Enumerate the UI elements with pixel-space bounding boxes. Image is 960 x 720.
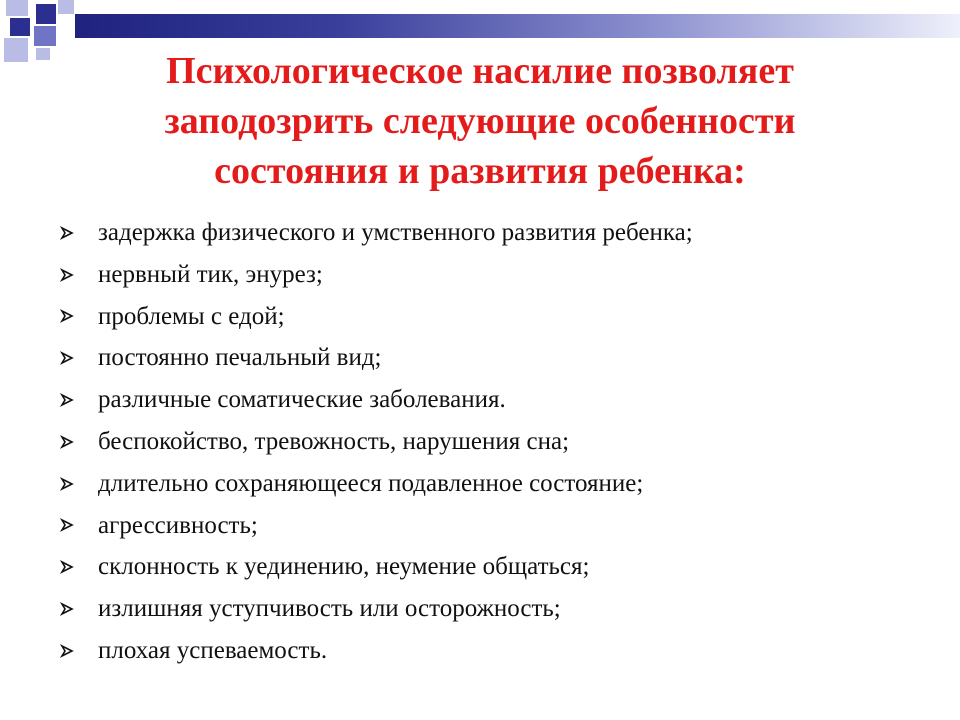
list-item-text: проблемы с едой; [98, 302, 285, 330]
arrow-head-icon [60, 463, 80, 505]
arrow-head-icon [60, 337, 80, 379]
list-item [60, 630, 940, 672]
title-line: состояния и развития ребенка: [214, 150, 746, 192]
list-item-text: постоянно печальный вид; [98, 344, 382, 372]
decor-square [36, 4, 56, 24]
list-item-text: излишняя уступчивость или осторожность; [98, 595, 561, 623]
list-item [60, 337, 940, 379]
list-item [60, 254, 940, 296]
bullet-list [60, 212, 940, 672]
title-line: заподозрить следующие особенности [164, 100, 796, 142]
arrow-head-icon [60, 212, 80, 254]
decor-square [4, 38, 28, 62]
list-item-text: различные соматические заболевания. [98, 386, 506, 414]
arrow-head-icon [60, 630, 80, 672]
slide-title [40, 46, 920, 196]
title-line: Психологическое насилие позволяет [166, 50, 794, 92]
list-item [60, 379, 940, 421]
list-item-text: беспокойство, тревожность, нарушения сна; [98, 427, 570, 455]
list-item-text: задержка физического и умственного развития ребенка; [98, 219, 693, 246]
list-item [60, 546, 940, 588]
decor-square [6, 0, 28, 16]
decor-square [34, 26, 56, 46]
list-item [60, 212, 940, 254]
arrow-head-icon [60, 546, 80, 588]
decor-square [10, 18, 30, 36]
arrow-head-icon [60, 254, 80, 296]
arrow-head-icon [60, 505, 80, 547]
list-item [60, 505, 940, 547]
list-item-text: агрессивность; [98, 511, 258, 539]
list-item-text: плохая успеваемость. [98, 636, 328, 664]
arrow-head-icon [60, 588, 80, 630]
arrow-head-icon [60, 296, 80, 338]
list-item [60, 421, 940, 463]
list-item [60, 463, 940, 505]
list-item-text: нервный тик, энурез; [98, 260, 323, 288]
header-bar [75, 14, 960, 38]
arrow-head-icon [60, 379, 80, 421]
decor-square [58, 0, 74, 14]
list-item-text: длительно сохраняющееся подавленное состояние; [98, 469, 644, 497]
list-item [60, 296, 940, 338]
list-item [60, 588, 940, 630]
arrow-head-icon [60, 421, 80, 463]
list-item-text: склонность к уединению, неумение общаться; [98, 553, 590, 581]
